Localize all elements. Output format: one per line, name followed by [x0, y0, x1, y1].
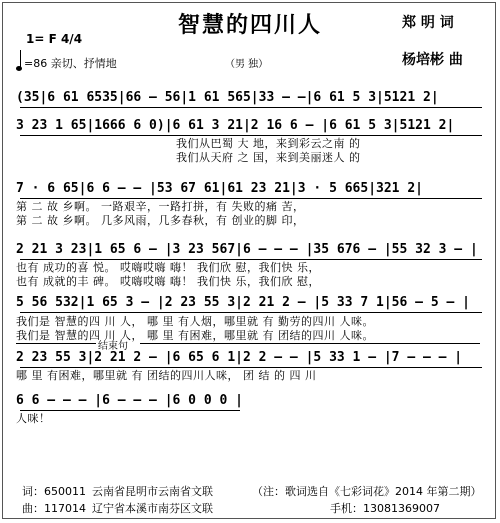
song-title: 智慧的四川人: [177, 13, 322, 38]
lyricist-credit: 郑 明 词: [402, 15, 454, 31]
composer-credit: 杨培彬 曲: [402, 52, 463, 68]
notation-line-1: (35|6 61 6535|66 — 56|1 61 565|33 — —|6 61 5 3|5121 2|: [16, 90, 439, 105]
notation-line-5: 5 56 532|1 65 3 — |2 23 55 3|2 21 2 — |5 33 7 1|56 — 5 — |: [16, 295, 470, 310]
lyric-line-5-verse-1: 我们是 智慧的四 川 人， 哪 里 有人烟，哪里就 有 勤劳的四川 人咪。: [16, 315, 374, 328]
ending-bracket-left: [16, 343, 96, 344]
ending-mark: 结束句: [98, 341, 128, 352]
notation-line-7: 6 6 — — — |6 — — — |6 0 0 0 |: [16, 393, 243, 408]
lyric-line-5-verse-2: 我们是 智慧的四 川 人， 哪 里 有困难，哪里就 有 团结的四川 人咪。: [16, 329, 374, 342]
lyricist-postcode: 词：650011: [22, 485, 86, 498]
voice-type: （男 独）: [225, 59, 269, 70]
lyric-line-3-verse-2: 第 二 故 乡啊。 几多风雨，几多春秋，有 创业的脚 印，: [16, 214, 305, 227]
notation-line-4: 2 21 3 23|1 65 6 — |3 23 567|6 — — — |35 676 — |55 32 3 — |: [16, 242, 478, 257]
notation-line-2: 3 23 1 65|1666 6 0)|6 61 3 21|2 16 6 — |6 61 5 3|5121 2|: [16, 118, 455, 133]
notation-line-3: 7 · 6 65|6 6 — — |53 67 61|61 23 21|3 · 5 665|321 2|: [16, 181, 423, 196]
ending-bracket-right: [140, 343, 480, 344]
lyric-line-2-verse-1: 我们从巴蜀 大 地，来到彩云之南 的: [176, 137, 361, 150]
underline-line-1: [20, 107, 482, 108]
lyric-line-3-verse-1: 第 二 故 乡啊。 一路艰辛，一路打拼，有 失败的痛 苦，: [16, 200, 305, 213]
underline-line-7: [20, 410, 240, 411]
notation-line-6: 2 23 55 3|2 21 2 — |6 65 6 1|2 2 — — |5 33 1 — |7 — — — |: [16, 350, 463, 365]
lyricist-address: 云南省昆明市云南省文联: [92, 485, 213, 498]
composer-phone: 手机：13081369007: [330, 502, 440, 515]
source-note: （注：歌词选自《七彩词花》2014 年第二期）: [252, 485, 482, 498]
composer-postcode: 曲：117014: [22, 502, 86, 515]
lyric-line-4-verse-1: 也有 成功的喜 悦。 哎嗨哎嗨 嗨！ 我们欣 慰，我们快 乐，: [16, 261, 320, 274]
lyric-line-7-verse-1: 人咪！: [16, 412, 51, 425]
lyric-line-4-verse-2: 也有 成就的丰 碑。 哎嗨哎嗨 嗨！ 我们快 乐，我们欣 慰，: [16, 275, 320, 288]
key-signature: 1= F 4/4: [26, 32, 83, 46]
tempo-marking: =86 亲切、抒情地: [24, 57, 117, 70]
quarter-note-head-icon: [16, 66, 22, 71]
lyric-line-6-verse-1: 哪 里 有困难，哪里就 有 团结的四川人咪， 团 结 的 四 川: [16, 369, 317, 382]
lyric-line-2-verse-2: 我们从天府 之 国，来到美丽迷人 的: [176, 151, 361, 164]
composer-address: 辽宁省本溪市南芬区文联: [92, 502, 213, 515]
